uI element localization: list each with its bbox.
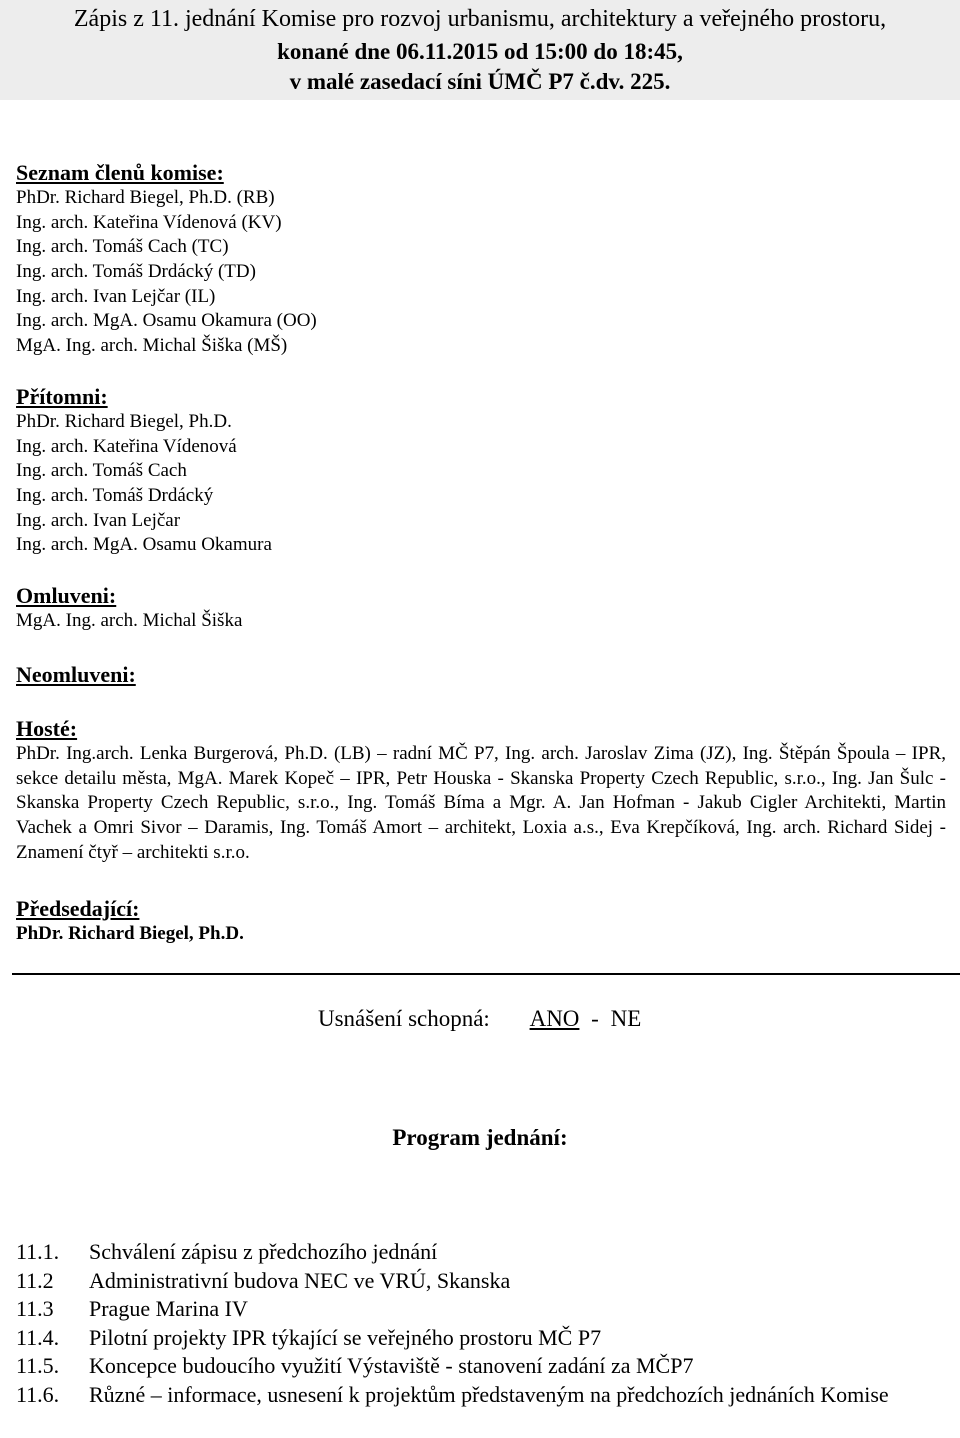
program-item-number: 11.6. bbox=[16, 1381, 60, 1407]
list-item: Ing. arch. MgA. Osamu Okamura (OO) bbox=[16, 310, 317, 332]
program-item-number: 11.3 bbox=[16, 1296, 54, 1322]
program-item-text: Pilotní projekty IPR týkající se veřejného prostoru MČ P7 bbox=[89, 1324, 602, 1350]
list-item: MgA. Ing. arch. Michal Šiška bbox=[16, 610, 243, 631]
program-item-number: 11.2 bbox=[16, 1267, 54, 1293]
list-item: Ing. arch. Tomáš Cach (TC) bbox=[16, 236, 229, 258]
quorum-no: NE bbox=[610, 1006, 642, 1031]
members-list bbox=[16, 186, 946, 359]
list-item: MgA. Ing. arch. Michal Šiška (MŠ) bbox=[16, 335, 288, 357]
guests-section bbox=[16, 716, 946, 866]
present-section bbox=[16, 384, 946, 558]
header-date-line: konané dne 06.11.2015 od 15:00 do 18:45, bbox=[277, 39, 683, 64]
guests-paragraph bbox=[16, 742, 946, 866]
header-title-line: Zápis z 11. jednání Komise pro rozvoj urbanismu, architektury a veřejného prostoru, bbox=[73, 6, 887, 32]
quorum-line bbox=[318, 1004, 641, 1034]
unexcused-section bbox=[16, 662, 946, 688]
program-item-text: Schválení zápisu z předchozího jednání bbox=[89, 1239, 438, 1264]
present-title: Přítomni: bbox=[16, 384, 108, 409]
guests-title: Hosté: bbox=[16, 716, 78, 741]
chair-title: Předsedající: bbox=[16, 896, 140, 921]
program-item bbox=[16, 1324, 946, 1353]
chair-section bbox=[16, 896, 946, 946]
header-location-line: v malé zasedací síni ÚMČ P7 č.dv. 225. bbox=[289, 69, 671, 94]
present-list bbox=[16, 410, 946, 558]
list-item: PhDr. Richard Biegel, Ph.D. (RB) bbox=[16, 187, 275, 208]
quorum-yes: ANO bbox=[529, 1006, 580, 1031]
excused-section bbox=[16, 583, 946, 634]
divider bbox=[12, 973, 960, 975]
program-list bbox=[16, 1238, 946, 1410]
program-item-text: Různé – informace, usnesení k projektům představeným na předchozích jednáních Komise bbox=[89, 1381, 889, 1407]
excused-list bbox=[16, 609, 946, 634]
list-item: Ing. arch. Kateřina Vídenová bbox=[16, 435, 237, 457]
document-header bbox=[0, 0, 960, 100]
program-item bbox=[16, 1295, 946, 1324]
program-title: Program jednání: bbox=[392, 1125, 568, 1150]
list-item: Ing. arch. Ivan Lejčar bbox=[16, 509, 181, 531]
program-item-text: Prague Marina IV bbox=[89, 1296, 248, 1322]
excused-title: Omluveni: bbox=[16, 583, 117, 608]
quorum-label: Usnášení schopná: bbox=[318, 1006, 490, 1031]
list-item: Ing. arch. Tomáš Drdácký bbox=[16, 485, 214, 507]
program-item bbox=[16, 1381, 946, 1410]
members-title: Seznam členů komise: bbox=[16, 160, 224, 185]
list-item: Ing. arch. Kateřina Vídenová (KV) bbox=[16, 211, 282, 233]
program-item-number: 11.5. bbox=[16, 1353, 60, 1379]
list-item: PhDr. Richard Biegel, Ph.D. bbox=[16, 411, 232, 432]
program-item bbox=[16, 1267, 946, 1296]
list-item: Ing. arch. Tomáš Drdácký (TD) bbox=[16, 261, 256, 283]
list-item: Ing. arch. Tomáš Cach bbox=[16, 460, 187, 482]
program-item-number: 11.4. bbox=[16, 1324, 60, 1350]
program-item-text: Koncepce budoucího využití Výstaviště - stanovení zadání za MČP7 bbox=[89, 1353, 694, 1379]
program-item-text: Administrativní budova NEC ve VRÚ, Skanska bbox=[89, 1267, 511, 1293]
program-item bbox=[16, 1352, 946, 1381]
quorum-separator: - bbox=[591, 1006, 599, 1031]
chair-name: PhDr. Richard Biegel, Ph.D. bbox=[16, 923, 244, 944]
list-item: Ing. arch. Ivan Lejčar (IL) bbox=[16, 285, 216, 307]
list-item: Ing. arch. MgA. Osamu Okamura bbox=[16, 534, 272, 556]
unexcused-title: Neomluveni: bbox=[16, 662, 136, 687]
guests-text: PhDr. Ing.arch. Lenka Burgerová, Ph.D. (LB) – radní MČ P7, Ing. arch. Jaroslav Zima (JZ), Ing. Štěpán Špoula – IPR, sekce detailu města, MgA. Marek Kopeč – IPR, Petr Houska - Skanska Property Czech Republic, s.r.o., Ing. Jan Šulc - Skanska Property Czech Republic, s.r.o., Ing. Tomáš Bíma a Mgr. A. Jan Hofman - Jakub Cigler Architekti, Martin Vachek a Omri Sivor – Daramis, Ing. Tomáš Amort – architekt, Loxia a.s., Eva Krepčíková, Ing. arch. Richard Sidej - Znamení čtyř – architekti s.r.o. bbox=[16, 743, 946, 863]
members-section bbox=[16, 160, 946, 359]
program-item-number: 11.1. bbox=[16, 1239, 60, 1264]
program-item bbox=[16, 1238, 946, 1267]
